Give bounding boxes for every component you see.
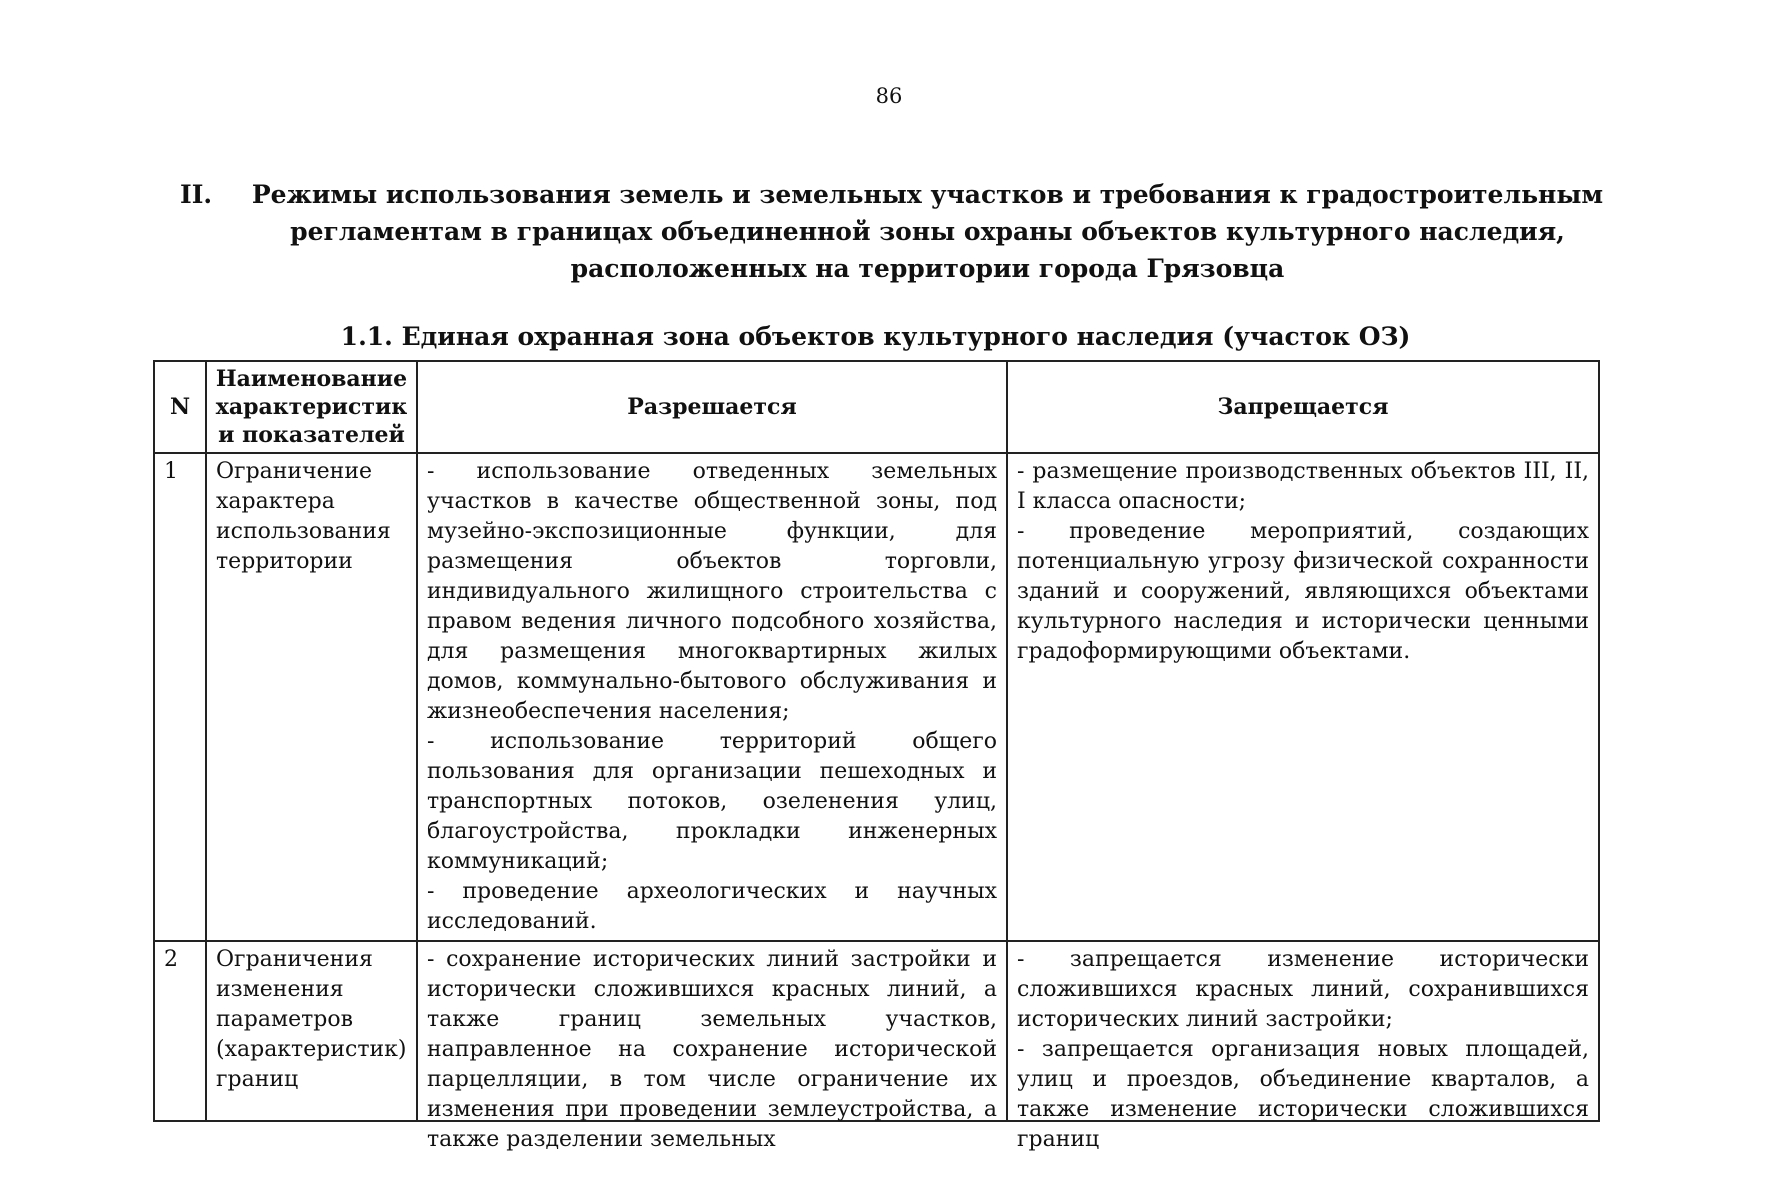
forbidden-cell: [1007, 453, 1599, 941]
allowed-item: - использование территорий общего пользования для организации пешеходных и транспортных потоков, озеленения улиц, благоустройства, прокладки инженерных коммуникаций;: [427, 729, 997, 874]
forbidden-item: - запрещается организация новых площадей, улиц и проездов, объединение кварталов, а также изменение исторически сложившихся границ: [1017, 1037, 1589, 1152]
allowed-item: - использование отведенных земельных участков в качестве общественной зоны, под музейно-экспозиционные функции, для размещения объектов торговли, индивидуального жилищного строительства с правом ведения личного подсобного хозяйства, для размещения многоквартирных жилых домов, коммунально-бытового обслуживания и жизнеобеспечения населения;: [427, 459, 997, 724]
page-number: 86: [875, 84, 903, 108]
forbidden-cell: [1007, 941, 1599, 1152]
header-n: N: [154, 361, 206, 453]
forbidden-item: - размещение производственных объектов III, II, I класса опасности;: [1017, 459, 1589, 514]
forbidden-item: - запрещается изменение исторически сложившихся красных линий, сохранившихся исторических линий застройки;: [1017, 947, 1589, 1032]
row-number: 1: [154, 453, 206, 941]
section-number: II.: [180, 180, 213, 209]
header-forbidden: Запрещается: [1007, 361, 1599, 453]
row-name: Ограничение характера использования территории: [206, 453, 417, 941]
allowed-item: - проведение археологических и научных исследований.: [427, 879, 997, 934]
allowed-cell: [417, 941, 1007, 1152]
section-title: Режимы использования земель и земельных участков и требования к градостроительным регламентам в границах объединенной зоны охраны объектов культурного наследия, расположенных на территории города Грязовца: [251, 180, 1604, 283]
row-number: 2: [154, 941, 206, 1121]
table-title: 1.1. Единая охранная зона объектов культурного наследия (участок ОЗ): [340, 322, 1411, 351]
row-name: Ограничения изменения параметров (характеристик) границ: [206, 941, 417, 1121]
allowed-item: - сохранение исторических линий застройки и исторически сложившихся красных линий, а также границ земельных участков, направленное на сохранение исторической парцелляции, в том числе ограничение их изменения при проведении землеустройства, а также разделении земельных: [427, 947, 997, 1152]
table-header-row: [154, 361, 1599, 453]
table-row: [154, 941, 1599, 1121]
header-allowed: Разрешается: [417, 361, 1007, 453]
allowed-cell: [417, 453, 1007, 941]
regulations-table: [153, 360, 1600, 1152]
table-row: [154, 453, 1599, 941]
section-heading: [180, 176, 1610, 287]
header-name: Наименование характеристик и показателей: [206, 361, 417, 453]
forbidden-item: - проведение мероприятий, создающих потенциальную угрозу физической сохранности зданий и сооружений, являющихся объектами культурного наследия и исторически ценными градоформирующими объектами.: [1017, 519, 1589, 664]
